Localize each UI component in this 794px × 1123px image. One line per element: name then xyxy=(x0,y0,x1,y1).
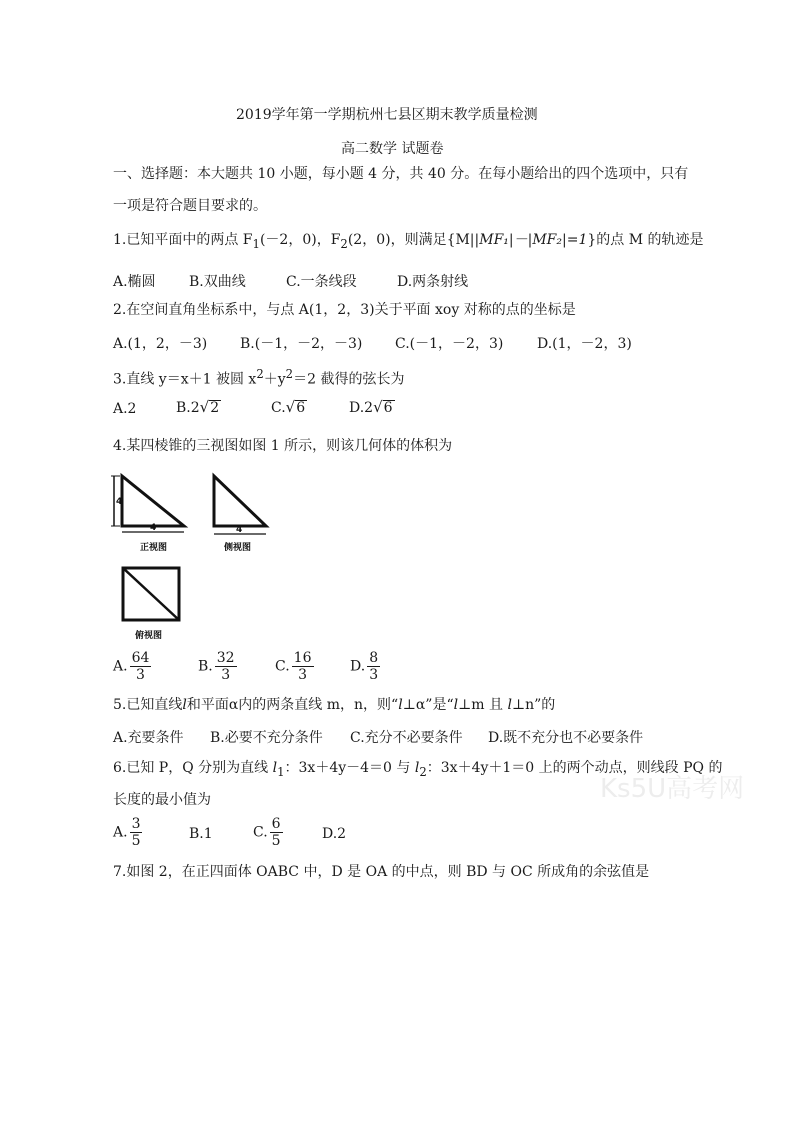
q4-option-b xyxy=(198,650,237,683)
q6-stem-c: ：3x＋4y＋1＝0 上的两个动点，则线段 PQ 的 xyxy=(426,760,723,776)
q1-stem-a: 1.已知平面中的两点 F xyxy=(113,232,253,248)
q6-stem-a: 6.已知 P，Q 分别为直线 xyxy=(113,760,273,776)
q2-option-d: D.(1，－2，3) xyxy=(537,336,632,352)
side-view-width-label: 4 xyxy=(236,525,243,535)
q4-option-a-den: 3 xyxy=(136,667,145,683)
side-view-label: 侧视图 xyxy=(224,543,252,553)
front-view-height-label: 4 xyxy=(116,497,123,507)
front-view-label: 正视图 xyxy=(140,543,168,553)
front-view-width-label: 4 xyxy=(150,523,157,533)
q4-option-d xyxy=(350,650,380,683)
three-view-figure xyxy=(108,468,278,648)
q4-option-b-fraction xyxy=(215,650,237,683)
q3-option-c-label: C. xyxy=(271,400,286,416)
watermark: Ks5U高考网 xyxy=(600,774,745,804)
q4-option-b-num: 32 xyxy=(216,650,235,666)
q5-option-c: C.充分不必要条件 xyxy=(350,730,463,746)
q3-option-b xyxy=(176,398,221,416)
q5-option-a: A.充要条件 xyxy=(113,730,184,746)
q1-option-a: A.椭圆 xyxy=(113,274,156,290)
q2-option-a: A.(1，2，－3) xyxy=(113,336,208,352)
q5-option-d: D.既不充分也不必要条件 xyxy=(488,730,644,746)
q5-line-symbol: l xyxy=(398,697,403,713)
q4-option-d-num: 8 xyxy=(369,650,379,666)
q6-line-symbol: l xyxy=(414,760,420,776)
q6-option-a-letter: A. xyxy=(113,824,128,841)
q1-option-c: C.一条线段 xyxy=(286,274,357,290)
q4-option-b-den: 3 xyxy=(221,667,231,683)
q4-option-c-letter: C. xyxy=(275,658,290,675)
q6-line-symbol: l xyxy=(272,760,278,776)
question-2-stem: 2.在空间直角坐标系中，与点 A(1，2，3)关于平面 xoy 对称的点的坐标是 xyxy=(113,302,576,318)
q3-option-d-radicand: 6 xyxy=(383,400,393,416)
q1-formula: |MF₁|－|MF₂|=1 xyxy=(474,232,588,248)
q1-stem-b: (－2，0)，F xyxy=(259,232,341,248)
q5-option-b: B.必要不充分条件 xyxy=(210,730,323,746)
q3-option-b-label: B.2 xyxy=(176,400,200,416)
q3-option-c-radicand: 6 xyxy=(296,400,306,416)
q3-option-c xyxy=(271,398,307,416)
question-6-stem-line2: 长度的最小值为 xyxy=(113,792,211,808)
q4-option-d-letter: D. xyxy=(350,658,366,675)
q4-option-d-fraction xyxy=(367,650,380,683)
q4-option-a xyxy=(113,650,151,683)
q4-option-a-letter: A. xyxy=(113,658,128,675)
q4-option-a-num: 64 xyxy=(131,650,150,666)
q4-option-c-fraction xyxy=(292,650,314,683)
q1-option-b: B.双曲线 xyxy=(189,274,246,290)
q3-option-d xyxy=(349,398,395,416)
q4-option-c xyxy=(275,650,314,683)
q3-stem-c: ＝2 截得的弦长为 xyxy=(293,371,405,388)
q6-option-a-num: 3 xyxy=(131,816,141,832)
q1-stem-d: }的点 M 的轨迹是 xyxy=(587,232,704,248)
q6-sub-1: 1 xyxy=(277,764,285,779)
q6-stem-b: ：3x＋4y－4＝0 与 xyxy=(284,760,415,776)
q4-option-b-letter: B. xyxy=(198,658,213,675)
radical-sign: √ xyxy=(373,398,383,416)
q3-stem-a: 3.直线 y＝x＋1 被圆 x xyxy=(113,371,257,388)
q1-option-d: D.两条射线 xyxy=(397,274,469,290)
q3-option-a: A.2 xyxy=(113,401,137,417)
q5-stem-b: 和平面α内的两条直线 m，n，则“ xyxy=(186,697,399,713)
question-5-stem xyxy=(113,695,555,715)
q4-option-c-den: 3 xyxy=(298,667,308,683)
radical-sign: √ xyxy=(199,398,210,416)
q6-option-c-fraction xyxy=(270,816,283,849)
q6-sub-2: 2 xyxy=(419,764,427,779)
q4-option-c-num: 16 xyxy=(293,650,312,666)
top-view-label: 俯视图 xyxy=(135,631,163,641)
q3-option-d-label: D.2 xyxy=(349,400,374,416)
radical-sign: √ xyxy=(285,398,296,416)
q3-option-b-radicand: 2 xyxy=(210,400,220,416)
q6-option-d: D.2 xyxy=(322,826,347,842)
section-intro-line1: 一、选择题：本大题共 10 小题，每小题 4 分，共 40 分。在每小题给出的四个选项中，只有 xyxy=(113,166,689,182)
q5-line-symbol: l xyxy=(182,697,187,713)
q6-option-c xyxy=(253,816,283,849)
q6-option-a-fraction xyxy=(130,816,143,849)
q5-stem-a: 5.已知直线 xyxy=(113,697,183,713)
question-7-stem: 7.如图 2，在正四面体 OABC 中，D 是 OA 的中点，则 BD 与 OC 所成角的余弦值是 xyxy=(113,864,650,880)
q6-option-a xyxy=(113,816,142,849)
q1-stem-c: (2，0)，则满足{M| xyxy=(347,232,475,248)
side-view-triangle xyxy=(214,476,266,526)
top-view-diagonal xyxy=(123,568,179,620)
q6-option-a-den: 5 xyxy=(131,833,141,849)
q5-stem-e: ⊥n”的 xyxy=(511,697,556,713)
q6-option-b: B.1 xyxy=(189,826,213,842)
question-4-stem: 4.某四棱锥的三视图如图 1 所示，则该几何体的体积为 xyxy=(113,438,453,454)
exam-subtitle: 高二数学 试题卷 xyxy=(341,141,444,157)
q5-stem-c: ⊥α”是“ xyxy=(402,697,454,713)
section-intro-line2: 一项是符合题目要求的。 xyxy=(113,198,267,214)
q5-line-symbol: l xyxy=(507,697,512,713)
front-view-triangle xyxy=(122,476,184,526)
q6-option-c-letter: C. xyxy=(253,824,268,841)
q3-stem-b: ＋y xyxy=(263,371,286,388)
q2-option-b: B.(－1，－2，－3) xyxy=(240,336,363,352)
question-1-stem: 1.已知平面中的两点 $F_1(-2$，0)，$F_2(2$，0)，则满足{M||MF₁|－|MF₂|=1}的点 M 的轨迹是 xyxy=(113,232,704,251)
exam-title: 2019学年第一学期杭州七县区期末教学质量检测 xyxy=(236,107,538,123)
q6-option-c-den: 5 xyxy=(271,833,281,849)
q5-line-symbol: l xyxy=(453,697,459,713)
q5-stem-d: ⊥m 且 xyxy=(458,697,508,713)
q6-option-c-num: 6 xyxy=(271,816,281,832)
q4-option-d-den: 3 xyxy=(369,667,379,683)
q2-option-c: C.(－1，－2，3) xyxy=(395,336,504,352)
q4-option-a-fraction xyxy=(130,650,152,683)
question-3-stem: 3.直线 y＝x＋1 被圆 $x^2+y^2=2$ 截得的弦长为 xyxy=(113,367,405,388)
